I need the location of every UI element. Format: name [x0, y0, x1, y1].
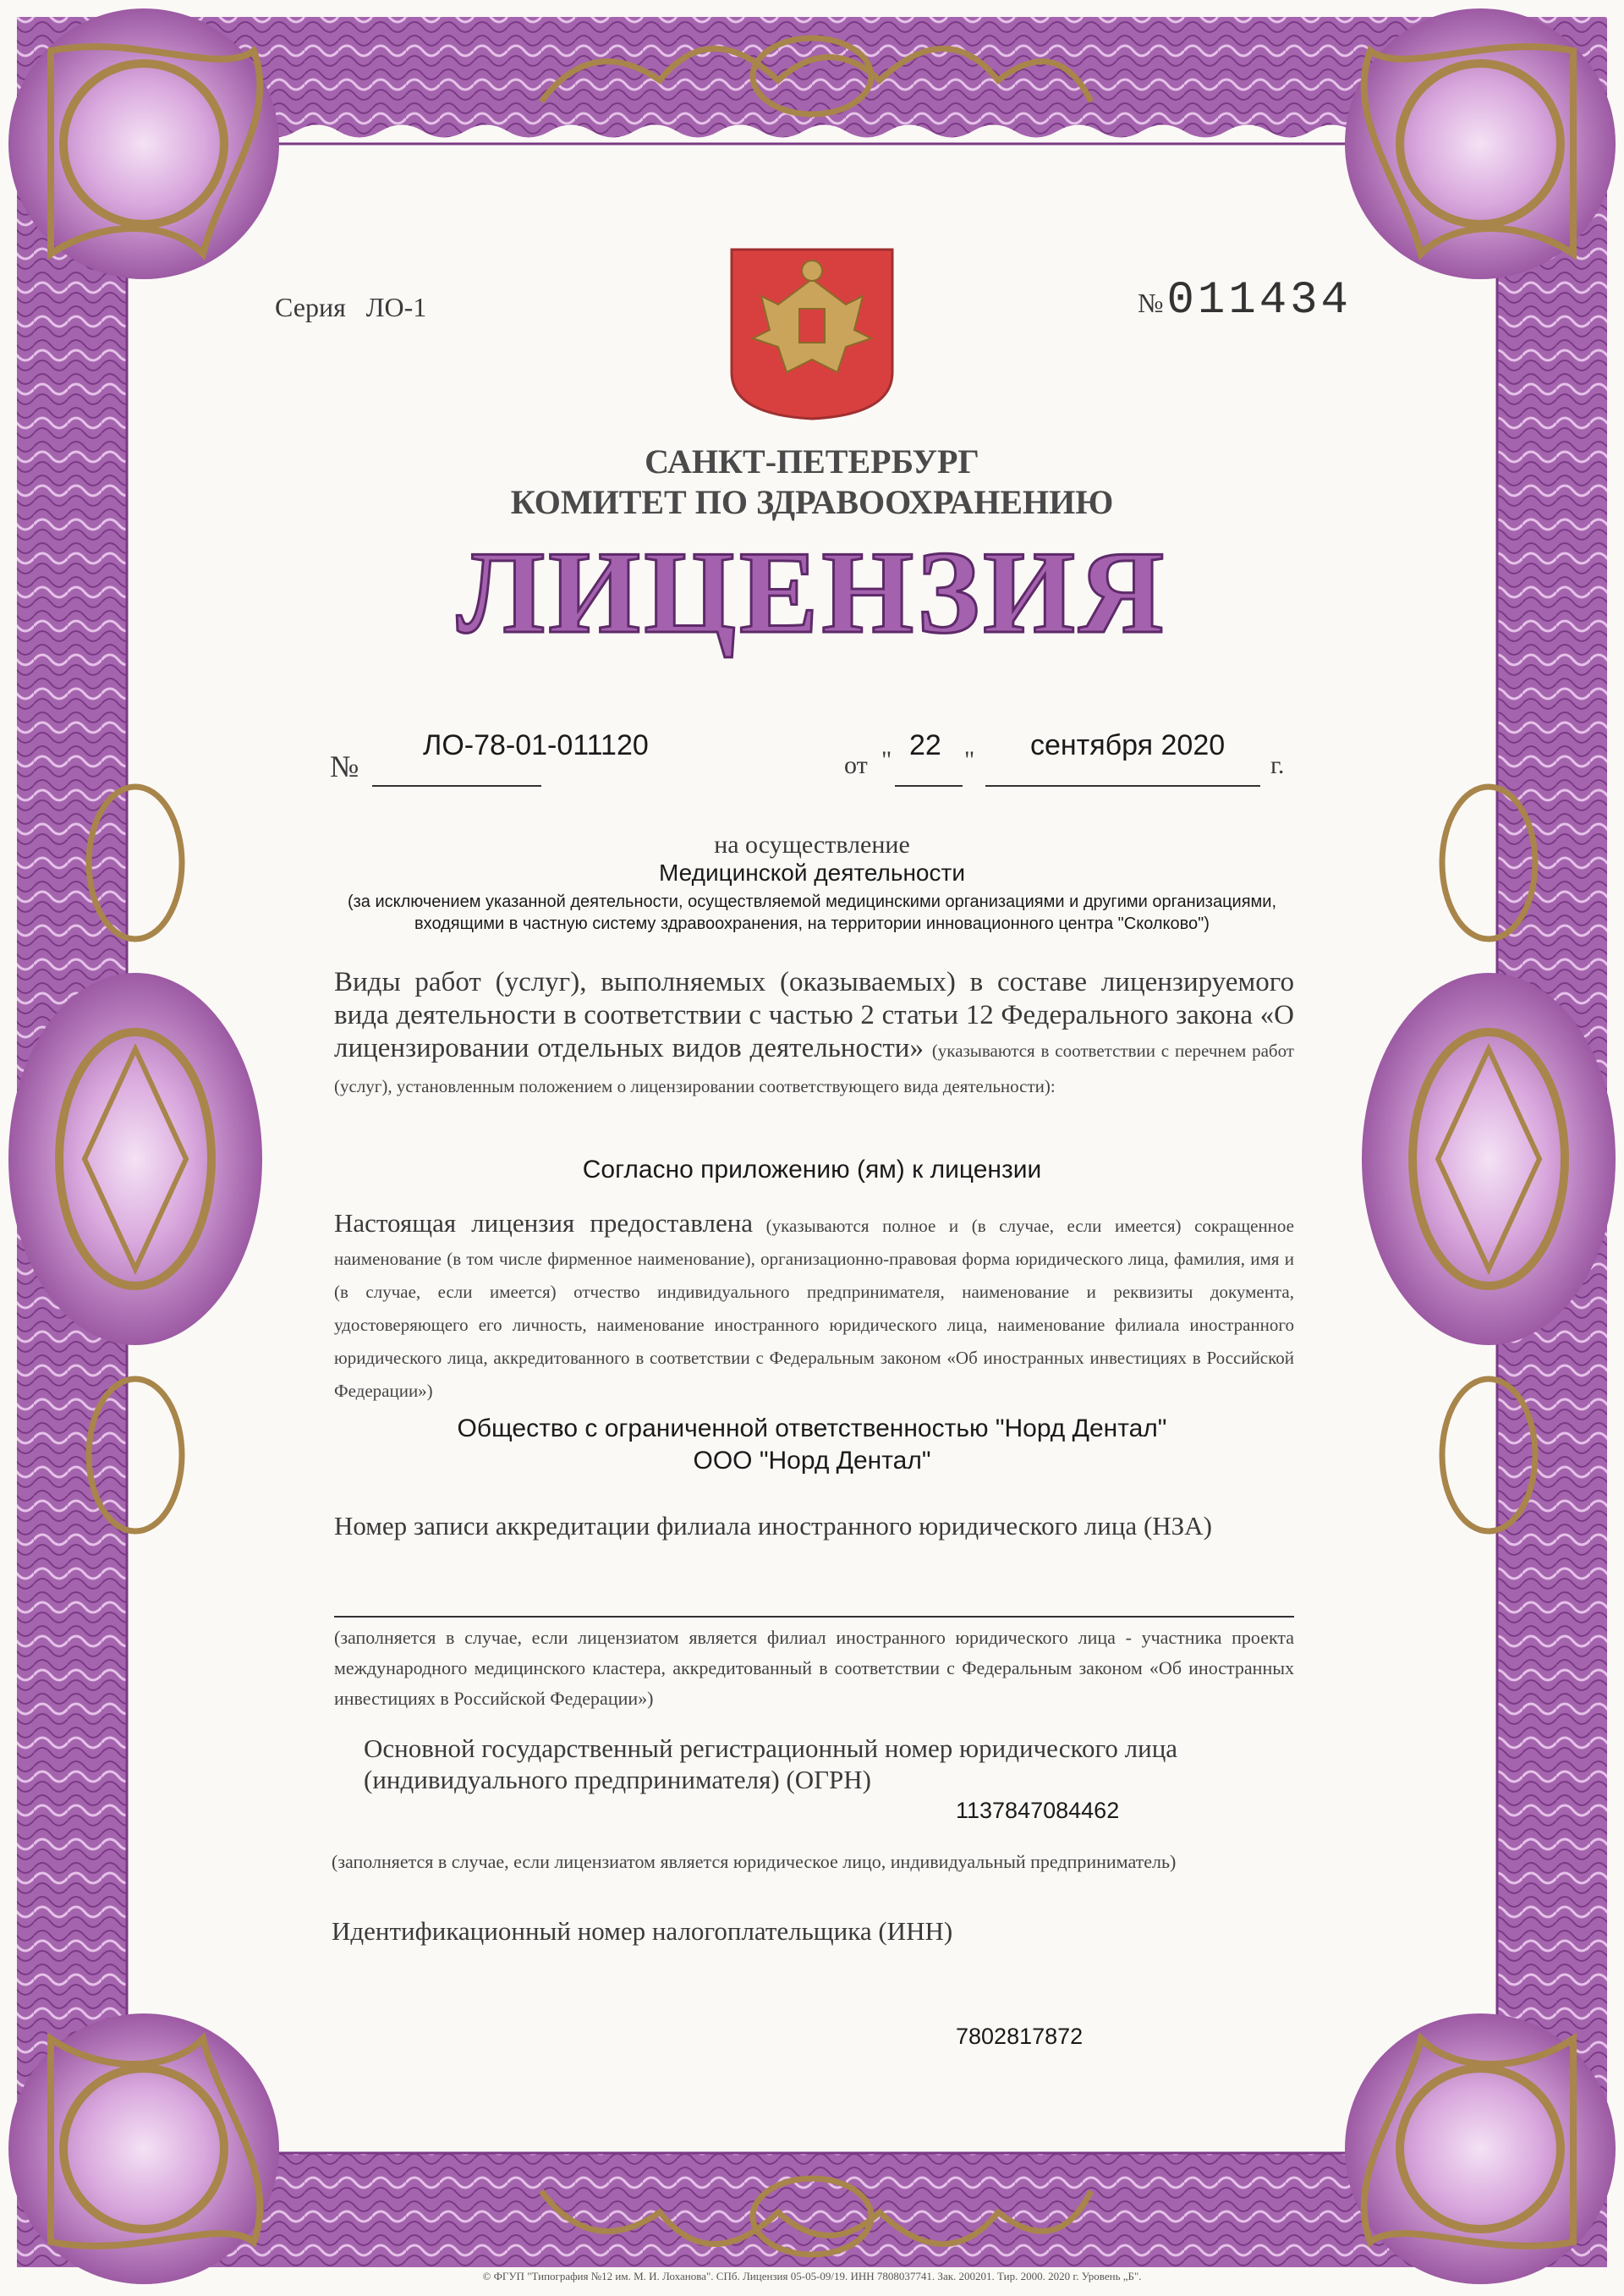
license-number: ЛО-78-01-011120	[423, 729, 649, 761]
license-number-sign: №	[330, 750, 359, 783]
date-quote-open: "	[881, 746, 892, 774]
activity-clarification-line1: (за исключением указанной деятельности, осуществляемой медицинскими организациями и другими организациями,	[347, 893, 1277, 911]
license-month-year: сентября 2020	[1030, 729, 1226, 761]
month-underline	[985, 785, 1260, 787]
city-heading: САНКТ-ПЕТЕРБУРГ	[645, 442, 979, 481]
nza-label: Номер записи аккредитации филиала иностранного юридического лица (НЗА)	[334, 1511, 1212, 1541]
blank-number-value: 011434	[1166, 275, 1352, 327]
blank-number-sign: №	[1138, 288, 1164, 318]
licensee-note: (указываются полное и (в случае, если имеется) сокращенное наименование (в том числе фирменное наименование), организационно-правовая форма юридического лица, фамилия, имя и (в случае, если имеется) отчество индивидуального предпринимателя, наименование и реквизиты документа, удостоверяющего его личность, наименование иностранного юридического лица, наименование филиала иностранного юридического лица, аккредитованного в соответствии с Федеральным законом «Об иностранных инвестициях в Российской Федерации»)	[334, 1216, 1294, 1401]
license-number-underline	[372, 785, 541, 787]
licensee-lead: Настоящая лицензия предоставлена	[334, 1208, 754, 1238]
date-from-label: от	[844, 751, 868, 779]
works-block	[334, 966, 1294, 1103]
authority-heading: КОМИТЕТ ПО ЗДРАВООХРАНЕНИЮ	[510, 483, 1114, 521]
date-quote-close: "	[964, 746, 975, 774]
activity-clarification-line2: входящими в частную систему здравоохранения, на территории инновационного центра "Сколково")	[414, 915, 1210, 933]
inn-value: 7802817872	[956, 2024, 1084, 2049]
licensee-full-name: Общество с ограниченной ответственностью "Норд Дентал"	[457, 1414, 1167, 1442]
series-value: ЛО-1	[365, 292, 427, 322]
ogrn-label: Основной государственный регистрационный номер юридического лица (индивидуального предпринимателя) (ОГРН)	[364, 1733, 1178, 1794]
printer-imprint: © ФГУП "Типография №12 им. М. И. Лоханова". СПб. Лицензия 05-05-09/19. ИНН 7808037741. Зак. 200201. Тир. 2000. 2020 г. Уровень „Б".	[482, 2270, 1142, 2282]
coat-of-arms-emblem	[727, 245, 897, 423]
activity-intro: на осуществление	[714, 831, 910, 859]
licensee-block	[334, 1206, 1294, 1408]
licensee-short-name: ООО "Норд Дентал"	[693, 1447, 931, 1475]
day-underline	[895, 785, 963, 787]
works-text: Виды работ (услуг), выполняемых (оказываемых) в составе лицензируемого вида деятельности в соответствии с частью 2 статьи 12 Федерального закона «О лицензировании отдельных видов деятельности»	[334, 967, 1294, 1063]
license-day: 22	[909, 729, 941, 761]
blank-number	[1138, 275, 1352, 327]
series	[275, 292, 426, 323]
ogrn-note: (заполняется в случае, если лицензиатом является юридическое лицо, индивидуальный предприниматель)	[332, 1851, 1177, 1872]
works-value: Согласно приложению (ям) к лицензии	[582, 1156, 1042, 1184]
inn-label: Идентификационный номер налогоплательщика (ИНН)	[332, 1916, 953, 1946]
nza-underline	[334, 1616, 1294, 1618]
date-year-suffix: г.	[1270, 751, 1285, 779]
series-label: Серия	[275, 292, 346, 322]
ogrn-value: 1137847084462	[956, 1798, 1120, 1823]
works-note: (указываются в соответствии с перечнем работ (услуг), установленным положением о лицензировании соответствующего вида деятельности):	[334, 1041, 1294, 1096]
activity-name: Медицинской деятельности	[659, 860, 965, 886]
nza-note: (заполняется в случае, если лицензиатом является филиал иностранного юридического лица - участника проекта международного медицинского кластера, аккредитованный в соответствии с Федеральным законом «Об иностранных инвестициях в Российской Федерации»)	[334, 1627, 1294, 1709]
document-title: ЛИЦЕНЗИЯ	[456, 527, 1168, 658]
